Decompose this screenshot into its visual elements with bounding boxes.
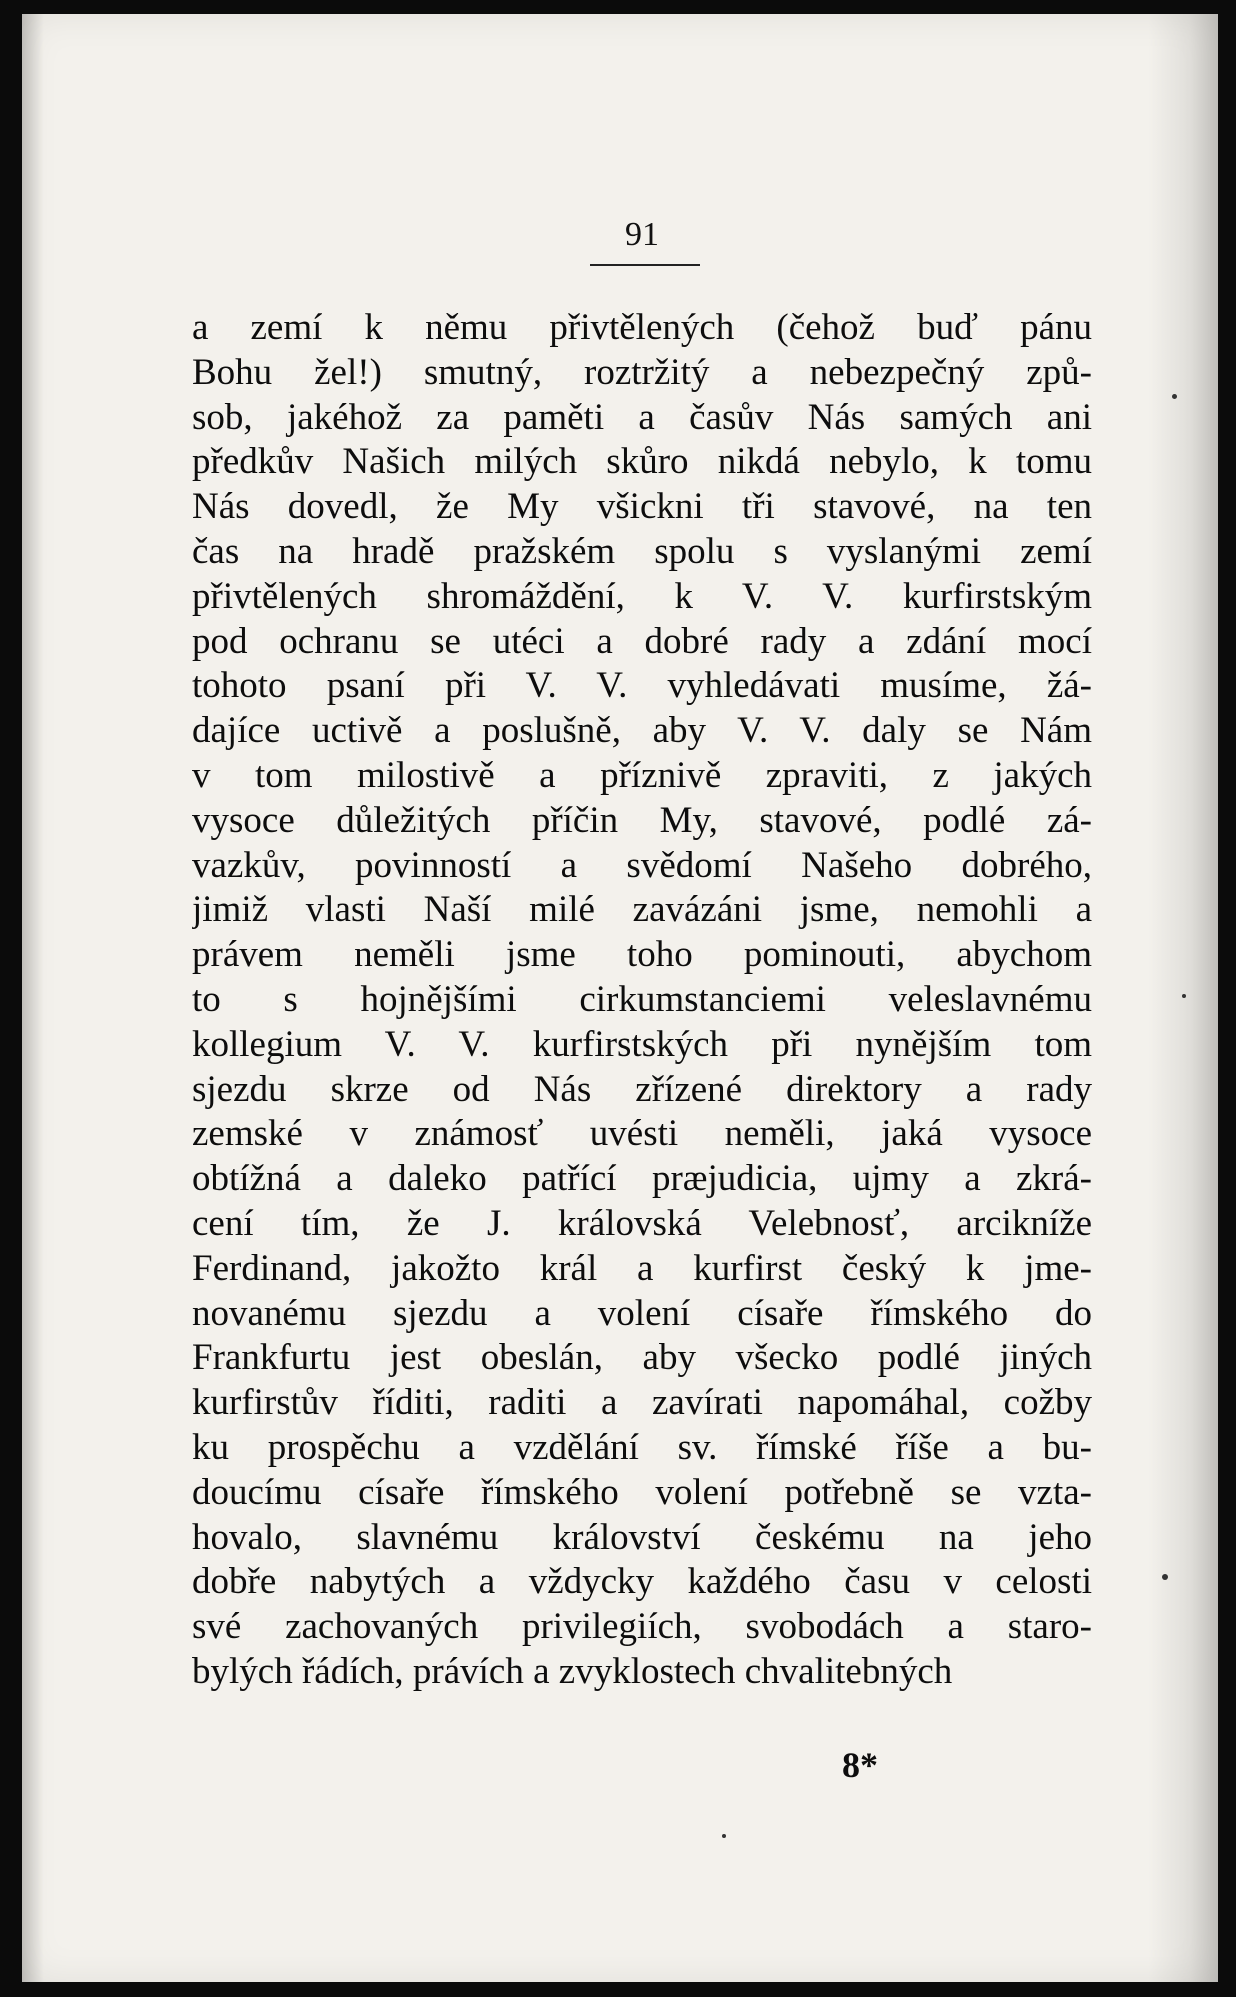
page-gutter-shadow <box>22 14 44 1982</box>
text-line: dobře nabytých a vždycky každého času v celosti <box>192 1561 1092 1603</box>
text-line: jimiž vlasti Naší milé zavázáni jsme, nemohli a <box>192 889 1092 931</box>
text-line: novanému sjezdu a volení císaře římského do <box>192 1292 1092 1334</box>
text-line: přivtělených shromáždění, k V. V. kurfirstským <box>192 575 1092 617</box>
text-line: bylých řádích, právích a zvyklostech chvalitebných <box>192 1650 953 1692</box>
ink-speck <box>1182 994 1186 998</box>
ink-speck <box>1172 394 1177 399</box>
text-line: vysoce důležitých příčin My, stavové, podlé zá- <box>192 799 1092 841</box>
text-line: sob, jakéhož za paměti a časův Nás samých ani <box>192 396 1092 438</box>
page-edge-shadow <box>1148 14 1218 1982</box>
text-line: své zachovaných privilegiích, svobodách a staro- <box>192 1606 1092 1648</box>
text-line: zemské v známosť uvésti neměli, jaká vysoce <box>192 1113 1092 1155</box>
text-line: a zemí k němu přivtělených (čehož buď pánu <box>192 307 1092 348</box>
text-line: kollegium V. V. kurfirstských při nynějším tom <box>192 1023 1092 1065</box>
text-line: hovalo, slavnému království českému na jeho <box>192 1516 1092 1558</box>
text-line: čas na hradě pražském spolu s vyslanými zemí <box>192 530 1092 572</box>
text-line: sjezdu skrze od Nás zřízené direktory a rady <box>192 1068 1092 1110</box>
body-text <box>192 306 1092 1695</box>
text-line: obtížná a daleko patřící præjudicia, ujmy a zkrá- <box>192 1158 1092 1200</box>
page-number: 91 <box>625 216 659 253</box>
text-line: kurfirstův říditi, raditi a zavírati napomáhal, cožby <box>192 1382 1092 1424</box>
book-page <box>22 14 1218 1982</box>
text-line: ku prospěchu a vzdělání sv. římské říše a bu- <box>192 1426 1092 1468</box>
text-line: to s hojnějšími cirkumstanciemi veleslavnému <box>192 978 1092 1020</box>
signature-mark: 8* <box>842 1745 878 1785</box>
text-line: právem neměli jsme toho pominouti, abychom <box>192 934 1092 976</box>
text-line: vazkův, povinností a svědomí Našeho dobrého, <box>192 844 1092 886</box>
text-line: v tom milostivě a příznivě zpraviti, z jakých <box>192 754 1092 796</box>
text-line: pod ochranu se utéci a dobré rady a zdání mocí <box>192 620 1092 662</box>
text-line: Nás dovedl, že My všickni tři stavové, na ten <box>192 486 1092 528</box>
text-line: Bohu žel!) smutný, roztržitý a nebezpečný způ- <box>192 351 1092 393</box>
text-line: Frankfurtu jest obeslán, aby všecko podlé jiných <box>192 1337 1092 1379</box>
ink-speck <box>722 1834 726 1838</box>
text-line: tohoto psaní při V. V. vyhledávati musíme, žá- <box>192 665 1092 707</box>
text-line: předkův Našich milých skůro nikdá nebylo, k tomu <box>192 441 1092 483</box>
page-number-rule <box>590 264 700 266</box>
ink-speck <box>1162 1574 1168 1580</box>
text-line: dajíce uctivě a poslušně, aby V. V. daly se Nám <box>192 710 1092 752</box>
text-line: cení tím, že J. královská Velebnosť, arcikníže <box>192 1202 1092 1244</box>
text-line: Ferdinand, jakožto král a kurfirst český k jme- <box>192 1247 1092 1289</box>
text-line: doucímu císaře římského volení potřebně se vzta- <box>192 1471 1092 1513</box>
